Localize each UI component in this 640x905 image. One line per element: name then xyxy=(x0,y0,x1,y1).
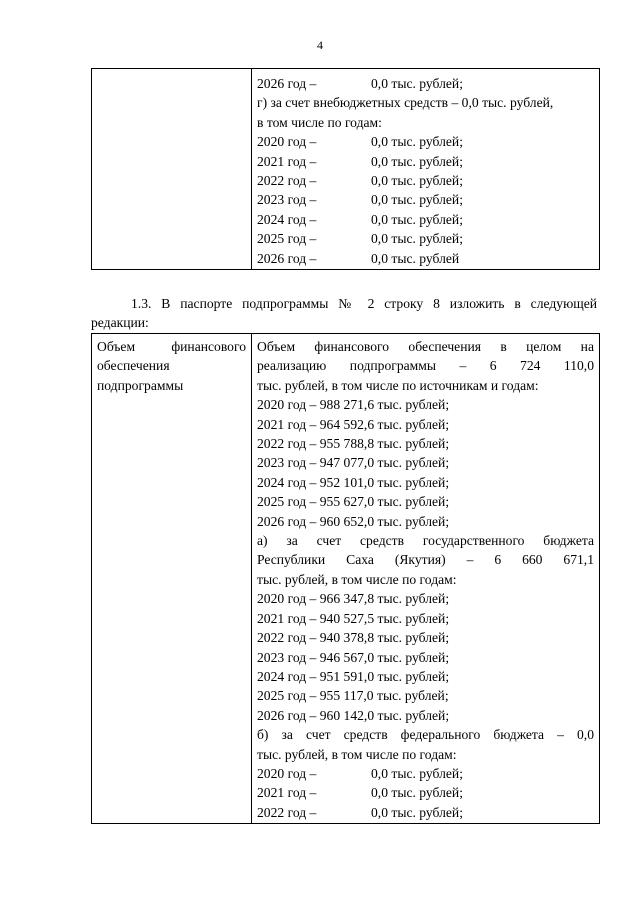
text-line: б) за счет средств федерального бюджета – 0,0 xyxy=(257,727,594,743)
text-line: в том числе по годам: xyxy=(257,114,382,130)
text-line xyxy=(257,764,594,783)
text-line: 2024 год – 951 591,0 тыс. рублей; xyxy=(257,668,450,684)
text-line: 2026 год – 960 142,0 тыс. рублей; xyxy=(257,707,450,723)
text-line: Республики Саха (Якутия) – 6 660 671,1 xyxy=(257,552,594,568)
label-cell xyxy=(92,69,252,270)
text-line xyxy=(257,171,594,190)
amount-value: 0,0 тыс. рублей; xyxy=(371,211,463,227)
text-line: Объем финансового обеспечения в целом на xyxy=(257,339,594,354)
amount-value: 0,0 тыс. рублей; xyxy=(371,192,463,208)
amount-value: 0,0 тыс. рублей; xyxy=(371,785,463,801)
text-line xyxy=(257,803,594,822)
paragraph-first-line: 1.3. В паспорте подпрограммы № 2 строку 8 изложить в следующей xyxy=(131,296,597,311)
amount-value: 0,0 тыс. рублей; xyxy=(371,134,463,150)
text-line: г) за счет внебюджетных средств – 0,0 тыс. рублей, xyxy=(257,95,554,111)
year-label: 2024 год – xyxy=(257,211,317,227)
text-line xyxy=(257,783,594,802)
year-label: 2021 год – xyxy=(257,153,317,169)
text-line xyxy=(257,132,594,151)
year-label: 2023 год – xyxy=(257,192,317,208)
label-line: Объем финансового xyxy=(97,339,246,354)
text-line: 2024 год – 952 101,0 тыс. рублей; xyxy=(257,474,450,490)
amount-value: 0,0 тыс. рублей; xyxy=(371,804,463,820)
text-line: 2022 год – 955 788,8 тыс. рублей; xyxy=(257,436,450,452)
text-line: 2023 год – 946 567,0 тыс. рублей; xyxy=(257,649,450,665)
year-label: 2026 год – xyxy=(257,250,317,266)
text-line: 2026 год – 960 652,0 тыс. рублей; xyxy=(257,513,450,529)
value-cell xyxy=(252,334,600,824)
text-line: 2022 год – 940 378,8 тыс. рублей; xyxy=(257,630,450,646)
passport-table-subprogram-2 xyxy=(91,333,600,824)
text-line: 2025 год – 955 627,0 тыс. рублей; xyxy=(257,494,450,510)
year-label: 2025 год – xyxy=(257,231,317,247)
value-cell xyxy=(252,69,600,270)
passport-table-continued xyxy=(91,68,600,270)
value-cell-content xyxy=(252,69,599,269)
label-line: подпрограммы xyxy=(97,377,184,393)
label-cell-content xyxy=(92,334,251,396)
text-line: тыс. рублей, в том числе по источникам и годам: xyxy=(257,377,539,393)
text-line: 2021 год – 940 527,5 тыс. рублей; xyxy=(257,610,450,626)
text-line xyxy=(257,74,594,93)
value-cell-content xyxy=(252,334,599,823)
year-label: 2022 год – xyxy=(257,804,317,820)
table-row xyxy=(92,69,600,270)
year-label: 2021 год – xyxy=(257,785,317,801)
text-line: а) за счет средств государственного бюджета xyxy=(257,533,594,549)
amendment-paragraph xyxy=(91,294,597,333)
amount-value: 0,0 тыс. рублей; xyxy=(371,231,463,247)
text-line: 2023 год – 947 077,0 тыс. рублей; xyxy=(257,455,450,471)
amount-value: 0,0 тыс. рублей; xyxy=(371,76,463,91)
text-line xyxy=(257,152,594,171)
paragraph-second-line: редакции: xyxy=(91,315,149,331)
label-line: обеспечения xyxy=(97,358,170,374)
text-line: 2020 год – 988 271,6 тыс. рублей; xyxy=(257,397,450,413)
text-line xyxy=(257,190,594,209)
year-label: 2026 год – xyxy=(257,76,317,91)
text-line: реализацию подпрограммы – 6 724 110,0 xyxy=(257,358,594,374)
text-line xyxy=(257,229,594,248)
table-row xyxy=(92,334,600,824)
text-line: 2025 год – 955 117,0 тыс. рублей; xyxy=(257,688,449,704)
text-line xyxy=(257,249,594,268)
year-label: 2020 год – xyxy=(257,765,317,781)
year-label: 2022 год – xyxy=(257,173,317,189)
year-label: 2020 год – xyxy=(257,134,317,150)
label-cell xyxy=(92,334,252,824)
text-line: тыс. рублей, в том числе по годам: xyxy=(257,571,457,587)
page-number: 4 xyxy=(317,38,323,52)
amount-value: 0,0 тыс. рублей; xyxy=(371,173,463,189)
text-line: 2020 год – 966 347,8 тыс. рублей; xyxy=(257,591,450,607)
amount-value: 0,0 тыс. рублей xyxy=(371,250,460,266)
text-line xyxy=(257,210,594,229)
amount-value: 0,0 тыс. рублей; xyxy=(371,153,463,169)
amount-value: 0,0 тыс. рублей; xyxy=(371,765,463,781)
text-line: тыс. рублей, в том числе по годам: xyxy=(257,746,457,762)
text-line: 2021 год – 964 592,6 тыс. рублей; xyxy=(257,416,450,432)
